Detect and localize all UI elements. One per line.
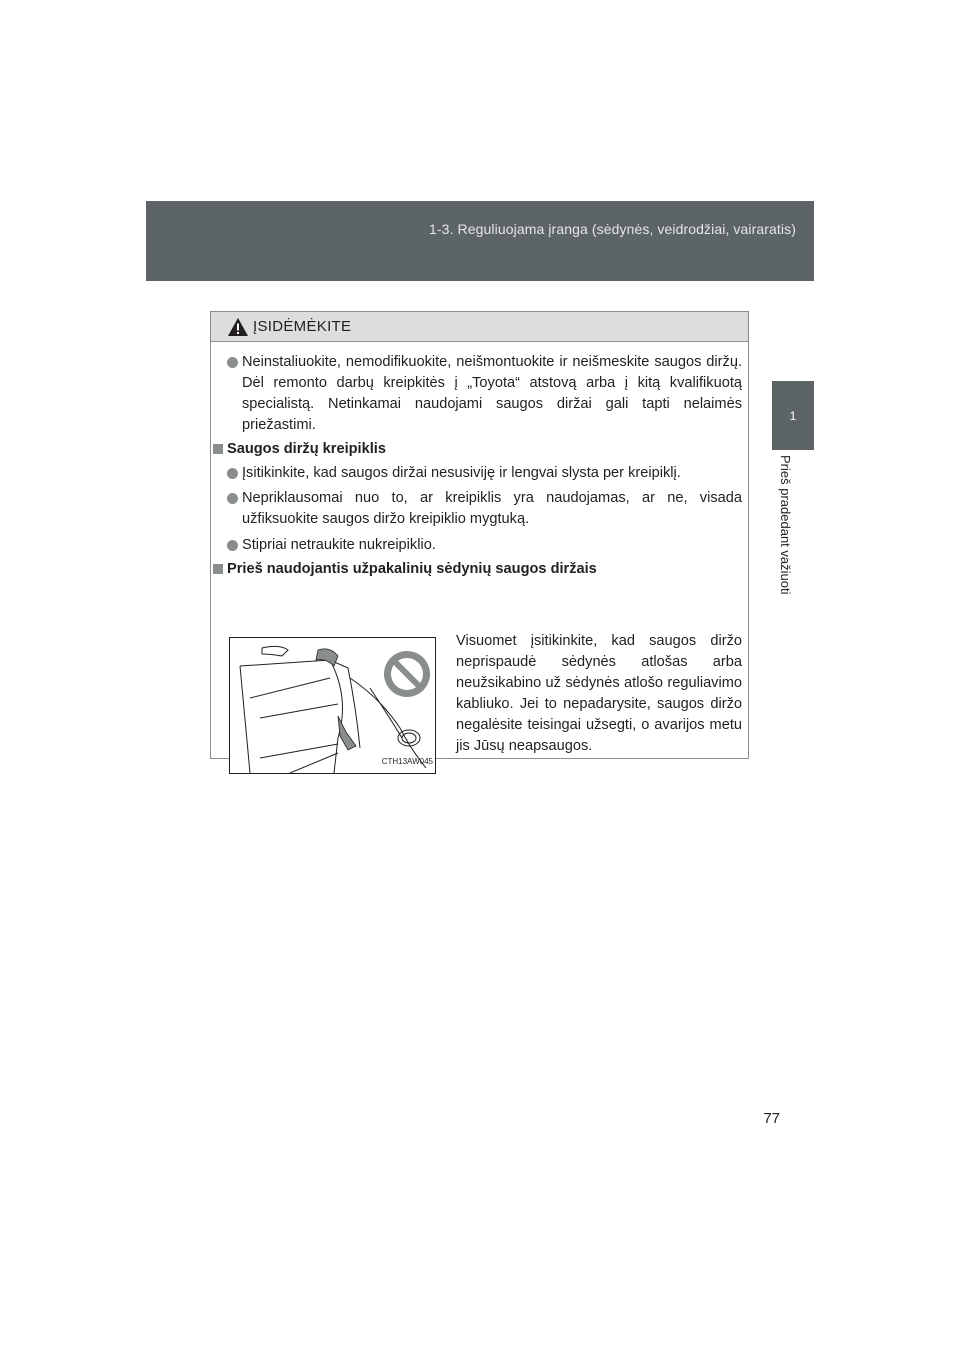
seat-belt-illustration [229,637,436,774]
bullet-icon [227,540,238,551]
caution-title: ĮSIDĖMĖKITE [253,318,352,335]
bullet-icon [227,468,238,479]
caution-box [210,311,749,766]
bullet-icon [227,493,238,504]
square-bullet-icon [213,564,223,574]
caution-content [211,352,748,766]
list-item: Neinstaliuokite, nemodifikuokite, neišmontuokite ir neišmeskite saugos diržų. Dėl remonto darbų kreipkitės į „Toyota“ atstovą arba į kitą kvalifikuotą specialistą. Netinkamai naudojami saugos diržai gali tapti nelaimės priežastimi. [225,352,742,436]
square-bullet-icon [213,444,223,454]
chapter-tab: 1 [772,381,814,450]
figure-caption: Visuomet įsitikinkite, kad saugos diržo neprispaudė sėdynės atlošas arba neužsikabino už sėdynės atlošo reguliavimo kabliuko. Jei to nepadarysite, saugos diržo negalėsite teisingai užsegti, o avarijos metu jis Jūsų neapsaugos. [456,633,742,754]
list-item: Nepriklausomai nuo to, ar kreipiklis yra naudojamas, ar ne, visada užfiksuokite saugos diržo kreipiklio mygtuką. [225,488,742,530]
caution-header [211,312,748,342]
list-item: Įsitikinkite, kad saugos diržai nesusiviję ir lengvai slysta per kreipiklį. [225,463,742,484]
header-band [146,201,814,281]
bullet-icon [227,357,238,368]
section-heading: Prieš naudojantis užpakalinių sėdynių saugos diržais [213,559,597,580]
figure-code: CTH13AW045 [381,757,433,766]
page-number: 77 [763,1110,780,1127]
section-title: 1-3. Reguliuojama įranga (sėdynės, veidrodžiai, vairaratis) [429,221,796,237]
list-item: Stipriai netraukite nukreipiklio. [225,535,742,556]
section-heading: Saugos diržų kreipiklis [213,439,386,460]
warning-triangle-icon [227,317,249,337]
chapter-title: Prieš pradedant važiuoti [778,455,793,595]
